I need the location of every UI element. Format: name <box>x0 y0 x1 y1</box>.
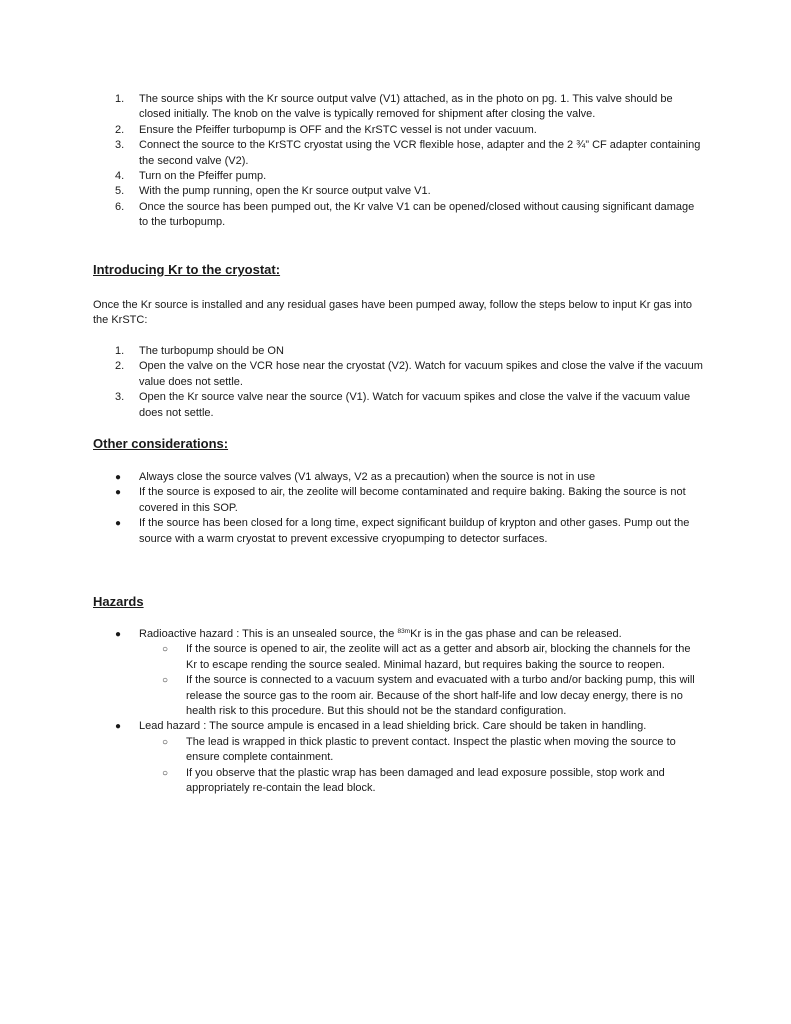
list-text: Open the Kr source valve near the source (V1). Watch for vacuum spikes and close the valve if the vacuum value does not settle. <box>139 391 691 419</box>
sub-list-item <box>139 766 703 797</box>
list-number: 3. <box>115 391 125 404</box>
isotope-superscript: 83m <box>397 628 411 635</box>
list-text: Turn on the Pfeiffer pump. <box>139 170 267 183</box>
other-considerations-list <box>93 470 703 547</box>
circle-bullet-icon: ○ <box>162 644 169 656</box>
bullet-icon: ● <box>115 721 122 733</box>
list-item <box>93 138 703 169</box>
lead-sublist <box>139 735 703 797</box>
sub-list-item <box>139 735 703 766</box>
list-text: Ensure the Pfeiffer turbopump is OFF and the KrSTC vessel is not under vacuum. <box>139 123 537 136</box>
list-text: If you observe that the plastic wrap has been damaged and lead exposure possible, stop work and appropriately re-contain the lead block. <box>186 766 665 795</box>
list-text: If the source has been closed for a long time, expect significant buildup of krypton and other gases. Pump out the source with a warm cryostat to prevent excessive cryopumping to detector surfaces. <box>139 517 690 545</box>
lead-hazard-item <box>93 719 703 796</box>
sub-list-item <box>139 673 703 719</box>
list-item <box>93 123 703 138</box>
list-number: 6. <box>115 200 125 213</box>
list-number: 1. <box>115 93 125 105</box>
radioactive-sublist <box>139 642 703 719</box>
list-number: 4. <box>115 170 125 183</box>
list-text: The lead is wrapped in thick plastic to prevent contact. Inspect the plastic when moving the source to ensure complete containment. <box>186 735 676 764</box>
list-item <box>93 200 703 231</box>
list-item <box>93 516 703 547</box>
circle-bullet-icon: ○ <box>162 736 169 748</box>
circle-bullet-icon: ○ <box>162 767 169 779</box>
bullet-icon: ● <box>115 629 122 640</box>
list-text: If the source is connected to a vacuum system and evacuated with a turbo and/or backing pump, this will release the source gas to the room air. Because of the short half-life and low decay energy, there is no health risk to this procedure. But this should not be the standard configuration. <box>186 674 695 718</box>
sub-list-item <box>139 642 703 673</box>
introducing-paragraph: Once the Kr source is installed and any residual gases have been pumped away, follow the steps below to input Kr gas into the KrSTC: <box>93 299 693 327</box>
lead-hazard-text: Lead hazard : The source ampule is encased in a lead shielding brick. Care should be taken in handling. <box>139 720 647 733</box>
list-text: If the source is exposed to air, the zeolite will become contaminated and require baking. Baking the source is not covered in this SOP. <box>139 486 686 514</box>
radioactive-text-post: Kr is in the gas phase and can be released. <box>410 628 622 640</box>
list-item <box>93 470 703 485</box>
bullet-icon: ● <box>115 487 122 499</box>
introducing-steps-list <box>93 344 703 421</box>
bullet-icon: ● <box>115 518 122 530</box>
list-text: Once the source has been pumped out, the Kr valve V1 can be opened/closed without causing significant damage to the turbopump. <box>139 200 695 229</box>
hazards-list <box>93 627 703 796</box>
list-item <box>93 184 703 199</box>
introducing-heading: Introducing Kr to the cryostat: <box>93 262 281 277</box>
setup-steps-list <box>93 92 703 231</box>
list-number: 5. <box>115 185 125 198</box>
list-item <box>93 359 703 390</box>
list-item <box>93 344 703 359</box>
circle-bullet-icon: ○ <box>162 675 169 687</box>
list-text: The turbopump should be ON <box>139 345 284 357</box>
list-item <box>93 390 703 421</box>
radioactive-hazard-item <box>93 627 703 719</box>
list-number: 1. <box>115 345 125 357</box>
bullet-icon: ● <box>115 472 122 483</box>
list-text: Always close the source valves (V1 always, V2 as a precaution) when the source is not in use <box>139 471 596 483</box>
radioactive-hazard-text <box>139 628 622 640</box>
list-text: The source ships with the Kr source output valve (V1) attached, as in the photo on pg. 1. This valve should be closed initially. The knob on the valve is typically removed for shipment after closing the valve. <box>139 93 673 121</box>
list-text: With the pump running, open the Kr source output valve V1. <box>139 185 431 198</box>
other-considerations-heading: Other considerations: <box>93 436 229 451</box>
list-text: Open the valve on the VCR hose near the cryostat (V2). Watch for vacuum spikes and close the valve if the vacuum value does not settle. <box>139 360 703 388</box>
list-text: Connect the source to the KrSTC cryostat using the VCR flexible hose, adapter and the 2 ¾” CF adapter containing the second valve (V2). <box>139 139 701 167</box>
hazards-heading: Hazards <box>93 594 144 609</box>
list-item <box>93 92 703 123</box>
radioactive-text-pre: Radioactive hazard : This is an unsealed source, the <box>139 628 398 640</box>
list-number: 2. <box>115 123 125 136</box>
list-number: 3. <box>115 139 125 152</box>
list-text: If the source is opened to air, the zeolite will act as a getter and absorb air, blocking the channels for the Kr to escape rending the source sealed. Minimal hazard, but requires baking the source to reopen. <box>186 643 691 671</box>
list-item <box>93 485 703 516</box>
list-item <box>93 169 703 184</box>
list-number: 2. <box>115 360 125 373</box>
